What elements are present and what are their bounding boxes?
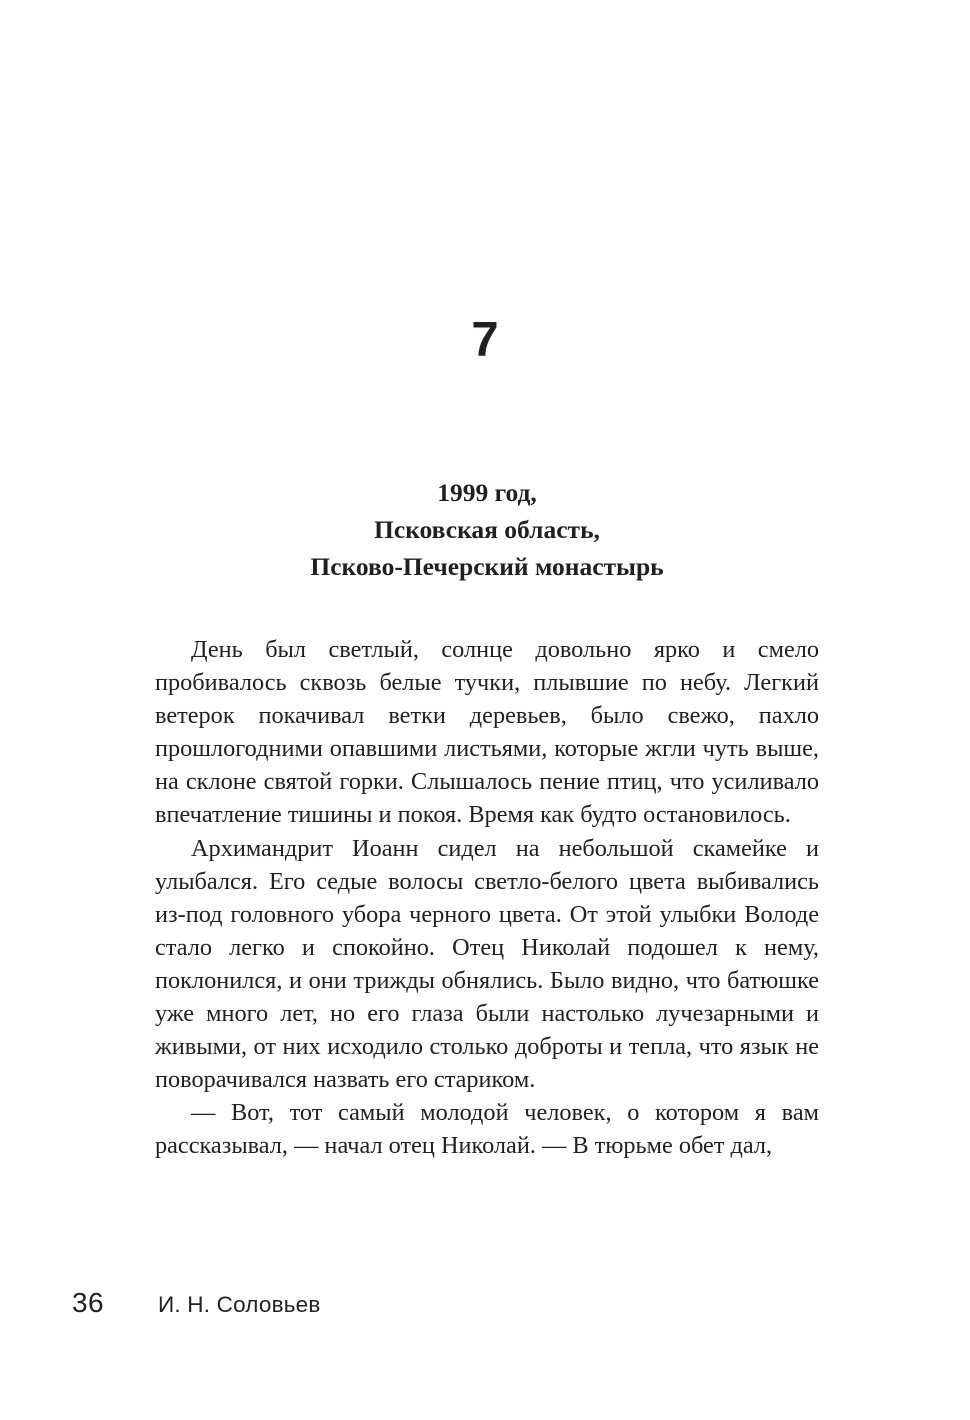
page-number: 36 <box>72 1287 104 1318</box>
chapter-number: 7 <box>471 313 499 367</box>
section-heading-line-2: Псковская область, <box>374 515 600 544</box>
section-heading-line-1: 1999 год, <box>437 478 537 507</box>
body-paragraph: Архимандрит Иоанн сидел на небольшой скамейке и улыбался. Его седые волосы светло-белого цвета выбивались из-под головного убора черного цвета. От этой улыбки Володе стало легко и спокойно. Отец Николай подошел к нему, поклонился, и они трижды обнялись. Было видно, что батюшке уже много лет, но его глаза были настолько лучезарными и живыми, от них исходило столько доброты и тепла, что язык не поворачивался назвать его стариком. <box>155 834 819 1094</box>
section-heading <box>155 474 819 585</box>
page-footer <box>0 1286 970 1326</box>
section-heading-line-3: Псково-Печерский монастырь <box>310 552 664 581</box>
body-text-column <box>155 633 819 1163</box>
running-header-author: И. Н. Соловьев <box>158 1292 321 1317</box>
body-paragraph: День был светлый, солнце довольно ярко и смело пробивалось сквозь белые тучки, плывшие по небу. Легкий ветерок покачивал ветки деревьев, было свежо, пахло прошлогодними опавшими листьями, которые жгли чуть выше, на склоне святой горки. Слышалось пение птиц, что усиливало впечатление тишины и покоя. Время как будто остановилось. <box>155 636 819 829</box>
body-paragraph: — Вот, тот самый молодой человек, о котором я вам рассказывал, — начал отец Николай. — В тюрьме обет дал, <box>155 1099 819 1160</box>
